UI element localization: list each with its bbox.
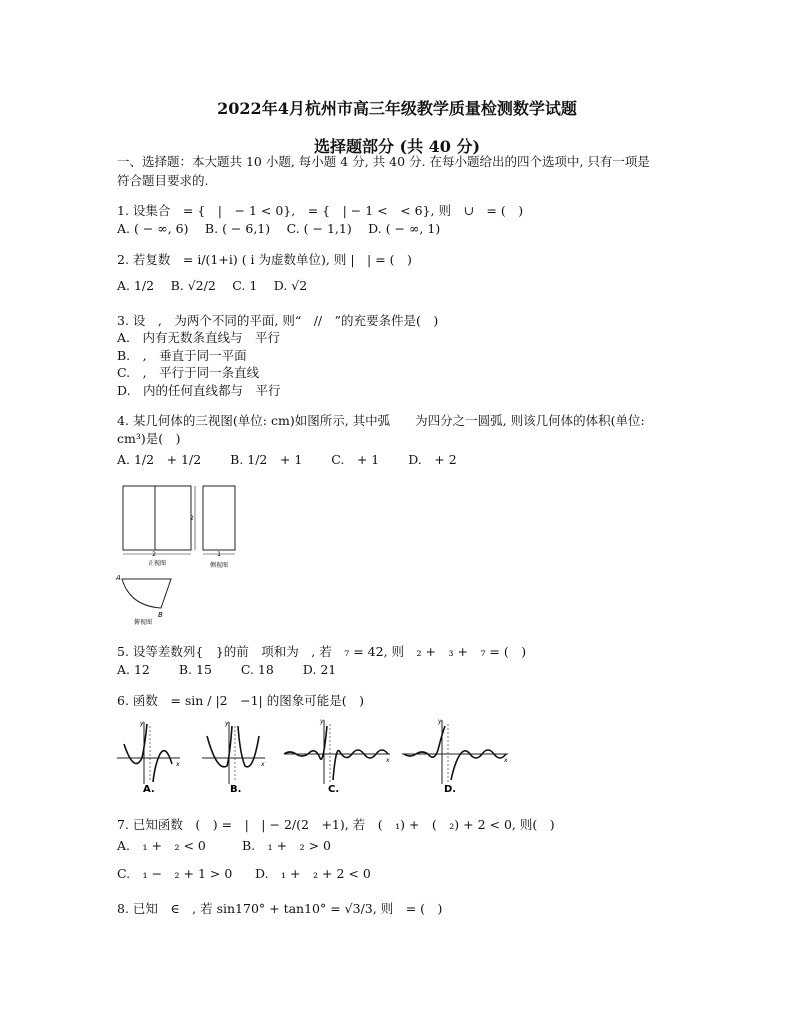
question-3-option-d: D. 内的任何直线都与 平行: [117, 383, 281, 398]
question-4-stem-line-1: 4. 某几何体的三视图(单位: cm)如图所示, 其中弧 为四分之一圆弧, 则该几何体的体积(单位:: [117, 413, 645, 428]
top-view-label: 俯视图: [134, 619, 153, 626]
svg-text:y: y: [438, 718, 442, 725]
svg-text:x: x: [386, 757, 390, 764]
question-7-option-c: C. ₁ − ₂ + 1 > 0: [117, 866, 233, 881]
question-5-stem: 5. 设等差数列{ }的前 项和为 , 若 ₇ = 42, 则 ₂ + ₃ + ₇ = ( ): [117, 644, 527, 659]
three-view-svg: [112, 482, 252, 632]
question-2-stem: 2. 若复数 = i/(1+i) ( i 为虚数单位), 则 | | = ( ): [117, 252, 412, 267]
question-7-option-b: B. ₁ + ₂ > 0: [242, 838, 332, 853]
front-view-rect: [123, 486, 191, 550]
front-width-label: 2: [152, 551, 156, 558]
question-5-options: A. 12 B. 15 C. 18 D. 21: [117, 662, 337, 677]
svg-text:y: y: [225, 720, 229, 727]
side-width-label: 1: [217, 551, 221, 558]
svg-text:x: x: [261, 761, 265, 768]
graph-b-label: B.: [230, 784, 242, 795]
point-a-label: A: [116, 574, 121, 582]
function-graph-options: [112, 714, 512, 798]
top-view-arc-shape: [122, 579, 171, 608]
point-b-label: B: [158, 611, 163, 619]
section-intro-line-1: 一、选择题：本大题共 10 小题, 每小题 4 分, 共 40 分. 在每小题给出的四个选项中, 只有一项是: [117, 154, 650, 169]
front-height-label: 2: [190, 515, 194, 522]
graph-c: [284, 718, 390, 795]
question-3-option-a: A. 内有无数条直线与 平行: [117, 330, 281, 345]
graph-c-label: C.: [328, 784, 340, 795]
question-6-stem: 6. 函数 = sin / |2 −1| 的图象可能是( ): [117, 693, 364, 708]
graph-d-label: D.: [444, 784, 457, 795]
question-7-option-a: A. ₁ + ₂ < 0: [117, 838, 206, 853]
section-heading: 选择题部分 (共 40 分): [313, 137, 481, 156]
graph-d: [402, 718, 508, 795]
question-3-option-b: B. , 垂直于同一平面: [117, 348, 247, 363]
side-view-rect: [203, 486, 235, 550]
graph-b: [202, 720, 265, 795]
function-graphs-svg: [112, 714, 512, 798]
question-7-option-d: D. ₁ + ₂ + 2 < 0: [255, 866, 371, 881]
question-3-stem: 3. 设 , 为两个不同的平面, 则“ // ”的充要条件是( ): [117, 313, 439, 328]
graph-a-label: A.: [143, 784, 155, 795]
question-4-stem-line-2: cm³)是( ): [117, 431, 181, 446]
svg-text:x: x: [504, 757, 508, 764]
section-intro-line-2: 符合题目要求的.: [117, 173, 209, 188]
svg-text:y: y: [320, 718, 324, 725]
question-4-options: A. 1/2 + 1/2 B. 1/2 + 1 C. + 1 D. + 2: [117, 452, 457, 467]
svg-text:y: y: [140, 720, 144, 727]
front-view-label: 正视图: [147, 560, 167, 567]
question-2-options: A. 1/2 B. √2/2 C. 1 D. √2: [117, 278, 308, 293]
question-8-stem: 8. 已知 ∈ , 若 sin170° + tan10° = √3/3, 则 = ( ): [117, 901, 443, 916]
question-1-options: A. ( − ∞, 6) B. ( − 6,1) C. ( − 1,1) D. ( − ∞, 1): [117, 221, 441, 236]
svg-text:x: x: [176, 761, 180, 768]
question-7-stem: 7. 已知函数 ( ) = | | − 2/(2 +1), 若 ( ₁) + ( ₂) + 2 < 0, 则( ): [117, 817, 555, 832]
three-view-figure: [112, 482, 252, 632]
graph-a: [117, 720, 180, 795]
side-view-label: 侧视图: [209, 562, 229, 569]
page-title: 2022年4月杭州市高三年级教学质量检测数学试题: [217, 99, 577, 118]
question-1-stem: 1. 设集合 = { | − 1 < 0}, = { | − 1 < < 6}, 则 ∪ = ( ): [117, 203, 524, 218]
question-3-option-c: C. , 平行于同一条直线: [117, 365, 260, 380]
